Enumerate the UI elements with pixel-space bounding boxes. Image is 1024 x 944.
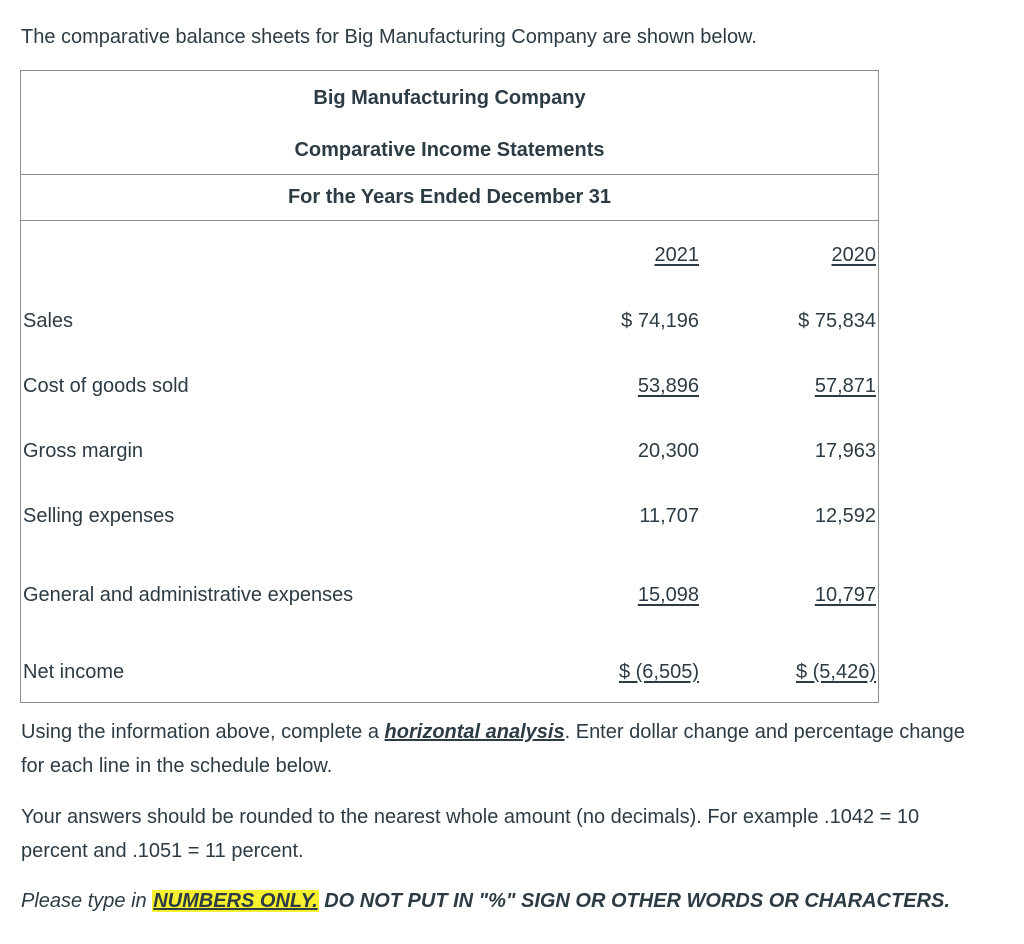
cogs-2021: 53,896 [637,375,700,397]
gross-margin-2020: 17,963 [814,440,876,462]
table-row [21,642,879,703]
year-2021-label: 2021 [654,243,700,266]
cogs-2021-cell [440,354,701,419]
row-label-selling-expenses: Selling expenses [23,505,175,527]
table-row [21,289,879,354]
header-row-title [21,126,879,175]
cogs-2020: 57,871 [814,375,876,397]
net-income-2021: $ (6,505) [618,660,700,683]
row-label-g-and-a-expenses: General and administrative expenses [23,584,354,606]
income-statement-table [20,70,879,703]
instruction-3-warning: DO NOT PUT IN "%" SIGN OR OTHER WORDS OR CHARACTERS. [318,890,950,912]
year-header-2020 [701,221,878,290]
gross-margin-2021: 20,300 [637,440,700,462]
g-and-a-2021: 15,098 [637,584,700,606]
instruction-paragraph-1 [21,715,981,783]
statement-title: Comparative Income Statements [21,126,879,175]
company-name: Big Manufacturing Company [313,87,586,109]
row-label-cogs: Cost of goods sold [23,375,189,397]
year-header-row [21,221,879,290]
year-2020-label: 2020 [831,243,876,266]
horizontal-analysis-term: horizontal analysis [384,721,565,743]
instruction-paragraph-2: Your answers should be rounded to the nearest whole amount (no decimals). For example .1042 = 10 percent and .1051 = 11 percent. [21,806,920,862]
table-row [21,354,879,419]
g-and-a-2020-cell [701,549,878,642]
selling-expenses-2021: 11,707 [639,505,700,527]
g-and-a-2021-cell [440,549,701,642]
instruction-3-text: Please type in [21,890,153,912]
statement-period: For the Years Ended December 31 [21,175,879,221]
net-income-2021-cell [440,642,701,703]
net-income-2020: $ (5,426) [795,660,876,683]
numbers-only-highlight: NUMBERS ONLY. [153,890,318,912]
sales-2021: $ 74,196 [621,310,700,332]
g-and-a-2020: 10,797 [814,584,876,606]
instruction-1-text: Using the information above, complete a [21,721,385,743]
table-row [21,484,879,549]
instruction-paragraph-3 [21,884,981,918]
header-row-period [21,175,879,221]
row-label-net-income: Net income [23,660,125,683]
row-label-gross-margin: Gross margin [23,440,144,462]
instruction-1-text-end: . Enter dollar change and percentage change for each line in the schedule below. [21,721,965,777]
table-row [21,419,879,484]
selling-expenses-2020: 12,592 [814,505,876,527]
year-header-spacer [21,221,440,290]
sales-2020: $ 75,834 [798,310,876,332]
cogs-2020-cell [701,354,878,419]
header-row-company [21,71,879,127]
net-income-2020-cell [701,642,878,703]
intro-text: The comparative balance sheets for Big Manufacturing Company are shown below. [21,26,757,48]
row-label-sales: Sales [23,310,74,332]
table-row [21,549,879,642]
year-header-2021 [440,221,701,290]
